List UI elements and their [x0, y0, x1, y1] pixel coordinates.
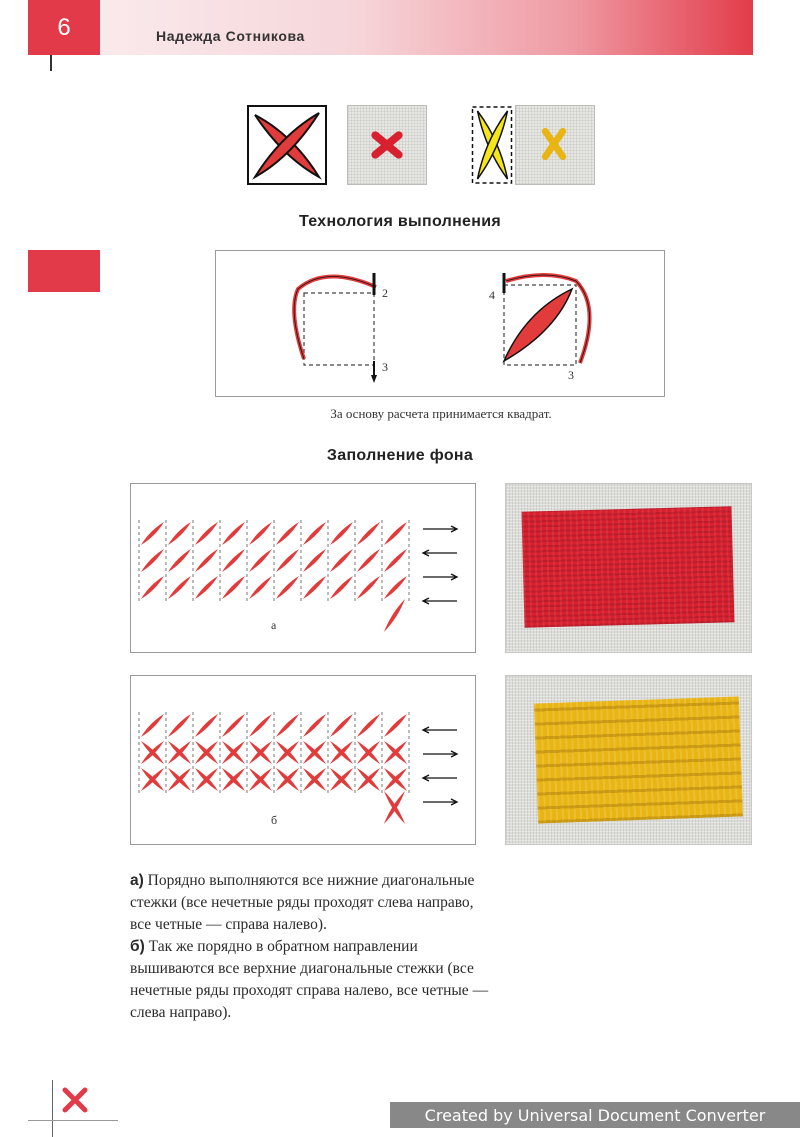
bottom-stitch	[168, 576, 191, 599]
bottom-stitch	[303, 576, 326, 599]
side-tab-marker	[28, 250, 100, 292]
top-stitch	[168, 714, 191, 737]
bottom-stitch	[141, 549, 164, 572]
cross-stitch-logo-icon	[62, 1087, 88, 1113]
paragraph-b-text: Так же порядно в обратном направлении вышиваются все верхние диагональные стежки (все нечетные ряды проходят справа налево, все четные — слева направо).	[130, 938, 489, 1021]
header-rule	[50, 55, 52, 71]
bottom-stitch	[195, 522, 218, 545]
label-right-bottom: 3	[568, 368, 574, 382]
red-cross-diagram-thumbnail	[247, 105, 327, 185]
top-stitch	[141, 714, 164, 737]
top-stitch	[276, 714, 299, 737]
bottom-stitch	[195, 576, 218, 599]
fill-photo-red	[505, 483, 752, 653]
bottom-stitch	[303, 549, 326, 572]
label-left-bottom: 3	[382, 360, 388, 374]
bottom-stitch	[276, 576, 299, 599]
diagram-b-label: б	[271, 813, 278, 827]
bottom-stitch	[384, 599, 405, 632]
arrow-left-icon	[423, 550, 457, 556]
fill-heading: Заполнение фона	[326, 447, 474, 464]
bottom-stitch	[330, 522, 353, 545]
arrow-left-icon	[423, 775, 457, 781]
yellow-cross-stitch-icon	[516, 106, 594, 184]
arrow-right-icon	[423, 526, 457, 532]
red-stitch-fill	[522, 506, 735, 627]
technique-heading: Технология выполнения	[298, 213, 501, 230]
label-left-top: 2	[382, 286, 388, 300]
top-stitch	[222, 714, 245, 737]
bottom-stitch	[330, 576, 353, 599]
fill-photo-yellow	[505, 675, 752, 845]
red-cross-fabric-thumbnail	[347, 105, 427, 185]
fill-diagram-b	[130, 675, 476, 845]
top-stitch	[357, 714, 380, 737]
paragraph-a	[130, 870, 490, 936]
label-right-top: 4	[489, 288, 495, 302]
marker-b: б)	[130, 938, 145, 955]
bottom-stitch	[303, 522, 326, 545]
bottom-stitch	[330, 549, 353, 572]
bottom-stitch	[249, 549, 272, 572]
paragraph-a-text: Порядно выполняются все нижние диагональные стежки (все нечетные ряды проходят слева направо, все четные — справа налево).	[130, 872, 475, 933]
technique-diagram	[216, 251, 666, 398]
arrow-left-icon	[423, 598, 457, 604]
header-band	[28, 0, 753, 55]
fill-diagram-b-drawing	[131, 676, 477, 846]
footer-hairline	[52, 1080, 53, 1137]
diagram-a-label: а	[271, 618, 277, 632]
arrow-left-icon	[423, 727, 457, 733]
technique-caption: За основу расчета принимается квадрат.	[330, 406, 552, 421]
bottom-stitch	[168, 522, 191, 545]
bottom-stitch	[276, 522, 299, 545]
author-name: Надежда Сотникова	[156, 28, 305, 44]
paragraph-b	[130, 936, 490, 1024]
technique-diagram-box	[215, 250, 665, 397]
bottom-stitch	[222, 522, 245, 545]
bottom-stitch	[222, 549, 245, 572]
top-stitch	[195, 714, 218, 737]
bottom-stitch	[384, 522, 407, 545]
arrow-right-icon	[423, 751, 457, 757]
top-stitch	[384, 714, 407, 737]
arrow-right-icon	[423, 799, 457, 805]
bottom-stitch	[357, 549, 380, 572]
top-stitch	[249, 714, 272, 737]
bottom-stitch	[141, 522, 164, 545]
bottom-stitch	[384, 576, 407, 599]
arrow-right-icon	[423, 574, 457, 580]
fill-diagram-a-drawing	[131, 484, 477, 654]
bottom-stitch	[195, 549, 218, 572]
bottom-stitch	[276, 549, 299, 572]
bottom-stitch	[249, 576, 272, 599]
red-cross-stitch-icon	[348, 106, 426, 184]
footer-rule	[28, 1120, 118, 1121]
bottom-stitch	[249, 522, 272, 545]
fill-diagram-a	[130, 483, 476, 653]
bottom-stitch	[357, 576, 380, 599]
bottom-stitch	[222, 576, 245, 599]
instructions-text	[130, 870, 490, 1024]
page-number: 6	[28, 0, 100, 55]
bottom-stitch	[141, 576, 164, 599]
yellow-stitch-fill	[534, 696, 743, 823]
yellow-cross-fabric-thumbnail	[515, 105, 595, 185]
bottom-stitch	[168, 549, 191, 572]
top-stitch	[303, 714, 326, 737]
top-stitch	[330, 714, 353, 737]
bottom-stitch	[384, 549, 407, 572]
marker-a: а)	[130, 872, 144, 889]
bottom-stitch	[357, 522, 380, 545]
converter-watermark: Created by Universal Document Converter	[390, 1102, 800, 1128]
